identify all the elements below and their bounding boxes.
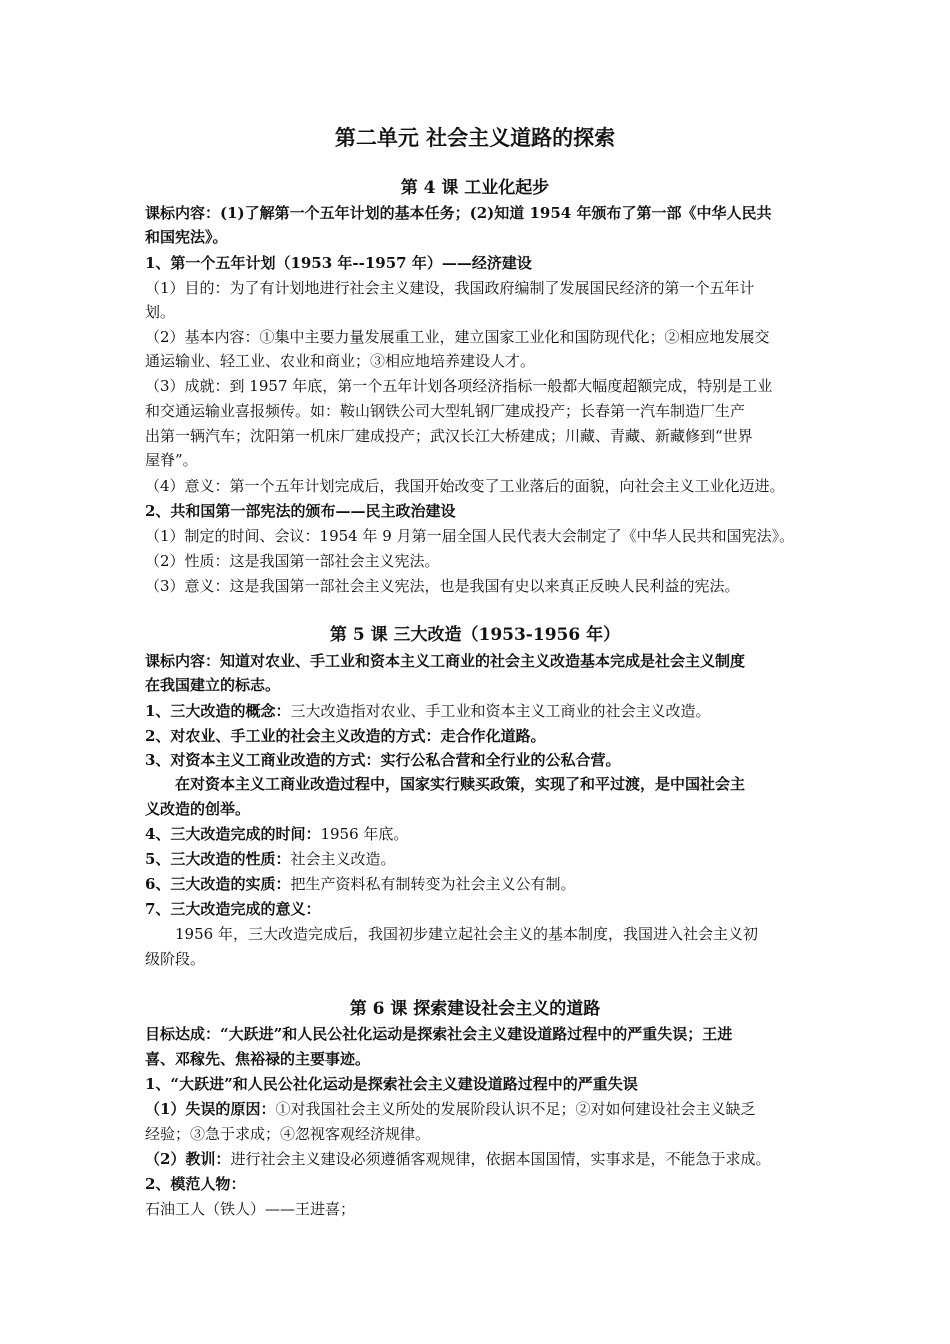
lesson-6-model-figure-line: 石油工人（铁人）——王进喜； — [145, 1200, 356, 1218]
point-heading: 4、三大改造完成的时间： — [145, 825, 321, 843]
lesson-4-text-line: （4）意义：第一个五年计划完成后，我国开始改变了工业落后的面貌，向社会主义工业化迈进。 — [145, 477, 785, 495]
point-text: 1956 年底。 — [320, 825, 409, 843]
lesson-4-text-line: （2）性质：这是我国第一部社会主义宪法。 — [145, 552, 440, 570]
lesson-4-text-line: 划。 — [145, 303, 176, 321]
lesson-4-text-line: （3）意义：这是我国第一部社会主义宪法，也是我国有史以来真正反映人民利益的宪法。 — [145, 577, 740, 595]
lesson-4-text-line: （3）成就：到 1957 年底，第一个五年计划各项经济指标一般都大幅度超额完成，特别是工业 — [145, 377, 773, 395]
lesson-5-point-7-heading: 7、三大改造完成的意义： — [145, 900, 321, 918]
lesson-6-section-2-heading: 2、模范人物： — [145, 1175, 246, 1193]
lesson-6-goal-line-2: 喜、邓稼先、焦裕禄的主要事迹。 — [145, 1050, 371, 1068]
point-heading: 5、三大改造的性质： — [145, 850, 291, 868]
lesson-4-text-line: 屋脊”。 — [145, 451, 198, 469]
lesson-6-goal-line-1: 目标达成：“大跃进”和人民公社化运动是探索社会主义建设道路过程中的严重失误；王进 — [145, 1025, 733, 1043]
lesson-5-standard-line-1: 课标内容：知道对农业、手工业和资本主义工商业的社会主义改造基本完成是社会主义制度 — [145, 652, 746, 670]
lesson-5-point-6 — [145, 874, 815, 894]
point-text: 三大改造指对农业、手工业和资本主义工商业的社会主义改造。 — [290, 702, 711, 720]
point-heading: 1、三大改造的概念： — [145, 702, 291, 720]
lesson-5-point-4 — [145, 824, 815, 844]
lesson-4-section-2-heading: 2、共和国第一部宪法的颁布——民主政治建设 — [145, 502, 456, 520]
point-heading: 6、三大改造的实质： — [145, 875, 291, 893]
lesson-5-point-5 — [145, 849, 815, 869]
lesson-4-standard-line-2: 和国宪法》。 — [145, 228, 228, 246]
lesson-4-text-line: 和交通运输业喜报频传。如：鞍山钢铁公司大型轧钢厂建成投产；长春第一汽车制造厂生产 — [145, 402, 746, 420]
lesson-4-text-line: （1）制定的时间、会议：1954 年 9 月第一届全国人民代表大会制定了《中华人民共和国宪法》。 — [145, 527, 795, 545]
lesson-5-point-3-detail-line-2: 义改造的创举。 — [145, 800, 251, 818]
lesson-6-lesson-line — [145, 1149, 815, 1169]
lesson-5-point-7-line-1: 1956 年，三大改造完成后，我国初步建立起社会主义的基本制度，我国进入社会主义初 — [175, 925, 758, 943]
point-text: 社会主义改造。 — [290, 850, 396, 868]
lesson-4-standard-line-1: 课标内容：(1)了解第一个五年计划的基本任务；(2)知道 1954 年颁布了第一部《中华人民共 — [145, 204, 772, 222]
point-text: 把生产资料私有制转变为社会主义公有制。 — [290, 875, 576, 893]
point-heading: （1）失误的原因： — [145, 1100, 276, 1118]
lesson-6-cause-continuation: 经验；③急于求成；④忽视客观经济规律。 — [145, 1125, 431, 1143]
lesson-5-heading: 第 5 课 三大改造（1953-1956 年） — [329, 625, 621, 645]
point-text: ①对我国社会主义所处的发展阶段认识不足；②对如何建设社会主义缺乏 — [275, 1100, 756, 1118]
lesson-5-point-2: 2、对农业、手工业的社会主义改造的方式：走合作化道路。 — [145, 727, 546, 745]
lesson-5-point-1 — [145, 701, 815, 721]
lesson-5-point-3-detail-line-1: 在对资本主义工商业改造过程中，国家实行赎买政策，实现了和平过渡，是中国社会主 — [175, 775, 746, 793]
lesson-5-point-3: 3、对资本主义工商业改造的方式：实行公私合营和全行业的公私合营。 — [145, 751, 621, 769]
lesson-4-section-1-heading: 1、第一个五年计划（1953 年--1957 年）——经济建设 — [145, 254, 532, 272]
lesson-5-point-7-line-2: 级阶段。 — [145, 950, 206, 968]
lesson-6-heading: 第 6 课 探索建设社会主义的道路 — [349, 999, 601, 1019]
lesson-6-section-1-heading: 1、“大跃进”和人民公社化运动是探索社会主义建设道路过程中的严重失误 — [145, 1075, 638, 1093]
lesson-4-text-line: （1）目的：为了有计划地进行社会主义建设，我国政府编制了发展国民经济的第一个五年计 — [145, 279, 755, 297]
point-heading: （2）教训： — [145, 1150, 231, 1168]
lesson-4-heading: 第 4 课 工业化起步 — [400, 178, 550, 198]
unit-title: 第二单元 社会主义道路的探索 — [334, 125, 616, 150]
lesson-4-text-line: 通运输业、轻工业、农业和商业；③相应地培养建设人才。 — [145, 352, 536, 370]
lesson-5-standard-line-2: 在我国建立的标志。 — [145, 676, 281, 694]
lesson-6-cause-line — [145, 1099, 815, 1119]
lesson-4-text-line: （2）基本内容：①集中主要力量发展重工业，建立国家工业化和国防现代化；②相应地发展交 — [145, 328, 770, 346]
point-text: 进行社会主义建设必须遵循客观规律，依据本国国情，实事求是，不能急于求成。 — [230, 1150, 771, 1168]
lesson-4-text-line: 出第一辆汽车；沈阳第一机床厂建成投产；武汉长江大桥建成；川藏、青藏、新藏修到“世界 — [145, 427, 753, 445]
